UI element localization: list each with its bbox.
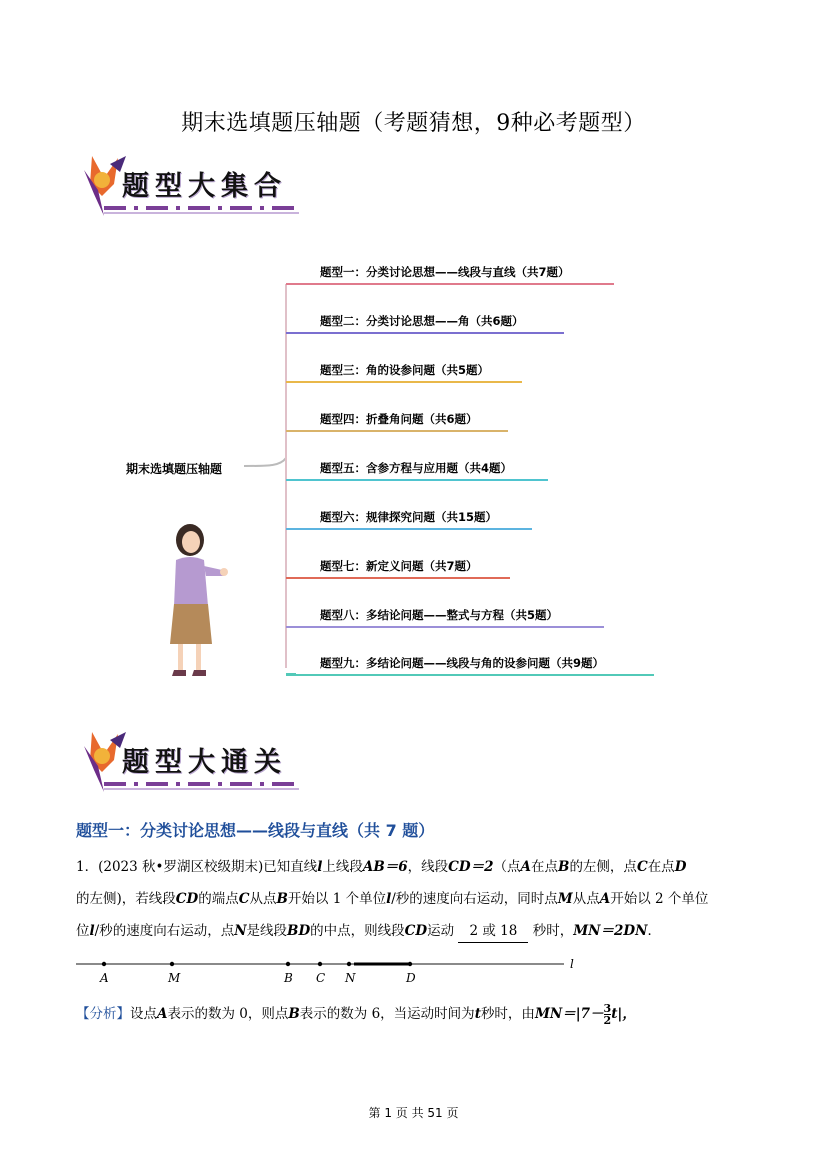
banner-divider <box>104 782 299 786</box>
question-line-1 <box>76 856 756 878</box>
point-b <box>286 962 290 966</box>
math-var: C <box>238 891 250 907</box>
text: （点 <box>493 859 521 875</box>
number-line-figure <box>76 954 586 986</box>
text: 在点 <box>647 859 675 875</box>
text: 从点 <box>572 891 600 907</box>
text: 的左侧，点 <box>569 859 637 875</box>
mindmap-item-9: 题型九：多结论问题——线段与角的设参问题（共9题） <box>320 656 604 670</box>
line-label: l <box>570 957 574 971</box>
mindmap-underline-3 <box>286 381 522 383</box>
math-var: l <box>386 891 392 907</box>
point-label-c: C <box>316 971 326 985</box>
mindmap-item-3: 题型三：角的设参问题（共5题） <box>320 363 489 377</box>
math-expr: MN＝|7－ <box>534 1006 604 1022</box>
math-expr: t|， <box>611 1006 636 1022</box>
text: 设点 <box>130 1006 157 1022</box>
text: ，线段 <box>407 859 449 875</box>
point-c <box>318 962 322 966</box>
mindmap-root: 期末选填题压轴题 <box>126 462 223 476</box>
math-var: C <box>636 859 648 875</box>
mindmap-underline-7 <box>286 577 510 579</box>
text: 从点 <box>249 891 277 907</box>
page-title: 期末选填题压轴题（考题猜想，9种必考题型） <box>181 111 646 136</box>
mindmap-item-5: 题型五：含参方程与应用题（共4题） <box>320 461 512 475</box>
math-var: A <box>157 1006 168 1022</box>
mindmap-item-7: 题型七：新定义问题（共7题） <box>320 559 478 573</box>
mindmap-item-2: 题型二：分类讨论思想——角（共6题） <box>320 314 524 328</box>
text: 位 <box>76 923 90 939</box>
point-m <box>170 962 174 966</box>
point-label-b: B <box>284 971 293 985</box>
math-var: B <box>288 1006 300 1022</box>
text: 在点 <box>531 859 559 875</box>
point-label-d: D <box>406 971 416 985</box>
mindmap-underline-5 <box>286 479 548 481</box>
text: 开始以 1 个单位 <box>287 891 387 907</box>
answer-blank: 2 或 18 <box>458 920 528 943</box>
section-banner-collection <box>74 150 324 222</box>
mindmap-item-4: 题型四：折叠角问题（共6题） <box>320 412 478 426</box>
math-var: N <box>234 923 247 939</box>
page-footer: 第 1 页 共 51 页 <box>368 1106 459 1120</box>
mindmap-underline-9 <box>286 674 654 676</box>
mindmap-item-8: 题型八：多结论问题——整式与方程（共5题） <box>320 608 558 622</box>
text: ． <box>647 923 661 939</box>
mindmap-item-1: 题型一：分类讨论思想——线段与直线（共7题） <box>320 265 570 279</box>
question-line-2 <box>76 888 756 910</box>
text: 的左侧)，若线段 <box>76 891 176 907</box>
teacher-illustration <box>160 520 230 682</box>
math-var: D <box>674 859 687 875</box>
math-expr: CD＝2 <box>448 859 494 875</box>
mindmap-item-6: 题型六：规律探究问题（共15题） <box>320 510 498 524</box>
point-label-a: A <box>100 971 109 985</box>
analysis-line <box>76 1003 756 1026</box>
math-var: A <box>599 891 611 907</box>
mindmap-underline-8 <box>286 626 604 628</box>
fraction-numerator: 3 <box>603 1002 612 1015</box>
math-var: BD <box>287 923 311 939</box>
math-var: CD <box>175 891 199 907</box>
question-number: 1． <box>76 859 99 875</box>
text: 表示的数为 0，则点 <box>167 1006 289 1022</box>
section-banner-pass <box>74 726 324 798</box>
analysis-tag: 【分析】 <box>76 1006 130 1022</box>
text: 秒时，由 <box>480 1006 535 1022</box>
banner-divider-light <box>104 212 299 214</box>
point-label-n: N <box>345 971 356 985</box>
fraction-denominator: 2 <box>603 1014 612 1027</box>
mindmap-underline-2 <box>286 332 564 334</box>
math-var: t <box>474 1006 481 1022</box>
banner-text: 题型大集合 <box>122 171 287 202</box>
text: 运动 <box>427 923 455 939</box>
math-var: B <box>558 859 570 875</box>
mindmap-underline-4 <box>286 430 508 432</box>
mindmap-branches <box>240 278 300 678</box>
banner-text: 题型大通关 <box>122 747 287 778</box>
math-expr: AB＝6 <box>362 859 408 875</box>
text: /秒的速度向右运动，点 <box>94 923 235 939</box>
text: 开始以 2 个单位 <box>610 891 709 907</box>
banner-divider-light <box>104 788 299 790</box>
text: /秒的速度向右运动，同时点 <box>391 891 558 907</box>
math-var: l <box>317 859 323 875</box>
point-label-m: M <box>168 971 181 985</box>
text: 是线段 <box>246 923 288 939</box>
question-line-3 <box>76 920 756 943</box>
math-var: l <box>89 923 95 939</box>
math-var: B <box>276 891 288 907</box>
mindmap-underline-1 <box>286 283 614 285</box>
math-expr: MN＝2DN <box>573 923 648 939</box>
text: 的中点，则线段 <box>310 923 405 939</box>
text: 秒时， <box>532 923 574 939</box>
text: 上线段 <box>322 859 363 875</box>
text: 表示的数为 6，当运动时间为 <box>299 1006 475 1022</box>
text: 的端点 <box>198 891 239 907</box>
math-var: A <box>520 859 532 875</box>
question-source: (2023 秋•罗湖区校级期末) <box>98 859 264 875</box>
text: 已知直线 <box>263 859 318 875</box>
point-d <box>408 962 412 966</box>
section-heading: 题型一：分类讨论思想——线段与直线（共 7 题） <box>76 821 435 840</box>
math-var: M <box>557 891 573 907</box>
point-n <box>347 962 351 966</box>
banner-divider <box>104 206 299 210</box>
point-a <box>102 962 106 966</box>
mindmap-underline-6 <box>286 528 532 530</box>
math-var: CD <box>404 923 428 939</box>
